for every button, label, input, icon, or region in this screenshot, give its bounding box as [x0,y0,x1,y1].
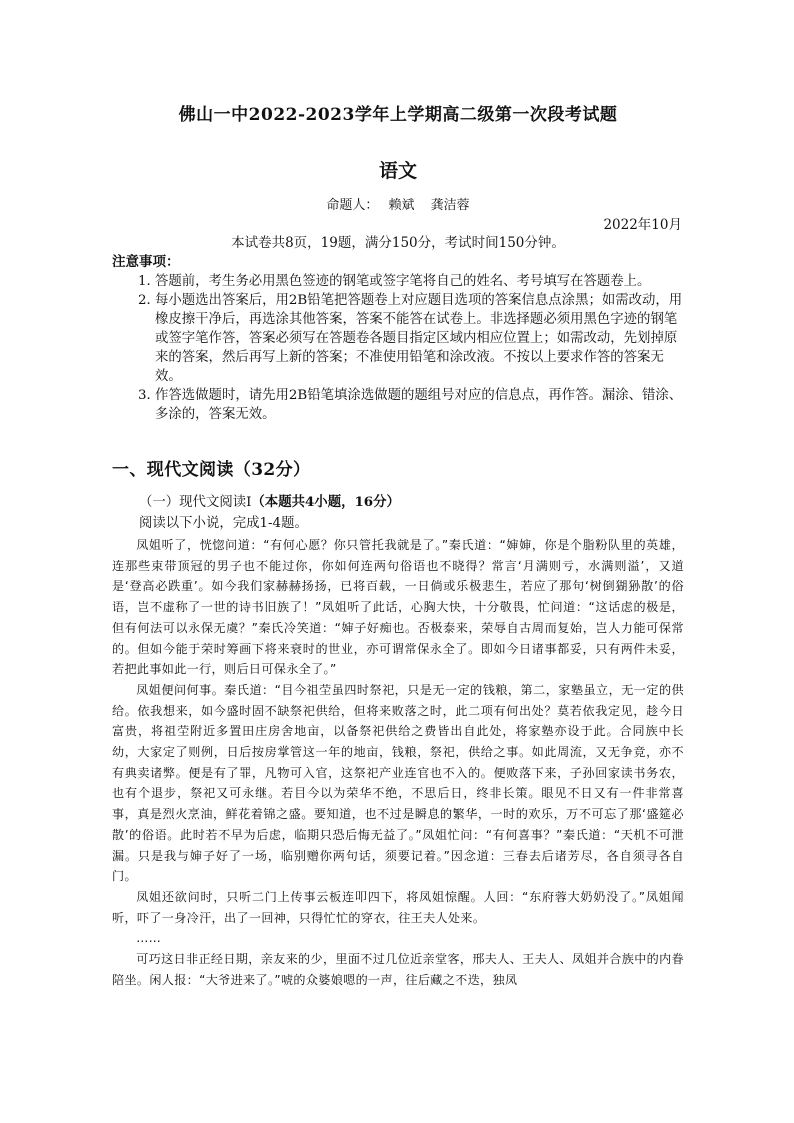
notice-item [138,272,684,291]
notice-item [138,386,684,424]
authors-line [112,197,684,215]
notice-label: 注意事项： [112,254,180,270]
subsection-title [139,492,684,513]
story-text [112,535,684,990]
author-label: 命题人： [326,198,379,213]
story-paragraph: 可巧这日非正经日期，亲友来的少，里面不过几位近亲堂客，邢夫人、王夫人、凤姐并合族中的内眷陪坐。闲人报：“大爷进来了。”唬的众婆娘嗯的一声，往后藏之不迭，独凤 [112,952,684,987]
story-paragraph: 凤姐听了，恍惚问道：“有何心愿？你只管托我就是了。”秦氏道：“婶婶，你是个脂粉队里的英雄，连那些束带顶冠的男子也不能过你，你如何连两句俗语也不晓得？常言‘月满则亏，水满则溢’，又道是‘登高必跌重’。如今我们家赫赫扬扬，已将百载，一日倘或乐极悲生，若应了那句‘树倒猢狲散’的俗语，岂不虚称了一世的诗书旧族了！”凤姐听了此话，心胸大快，十分敬畏，忙问道：“这话虑的极是，但有何法可以永保无虞？”秦氏冷笑道：“婶子好痴也。否极泰来，荣辱自古周而复始，岂人力能可保常的。但如今能于荣时筹画下将来衰时的世业，亦可谓常保永全了。即如今日诸事都妥，只有两件未妥，若把此事如此一行，则后日可保永全了。” [112,538,684,677]
author-1: 赖斌 [388,198,415,213]
story-paragraph: 凤姐便问何事。秦氏道：“目今祖茔虽四时祭祀，只是无一定的钱粮，第二，家塾虽立，无一定的供给。依我想来，如今盛时固不缺祭祀供给，但将来败落之时，此二项有何出处？莫若依我定见，趁今日富贵，将祖茔附近多置田庄房舍地亩，以备祭祀供给之费皆出自此处，将家塾亦设于此。合同族中长幼，大家定了则例，日后按房掌管这一年的地亩，钱粮，祭祀，供给之事。如此周流，又无争竞，亦不有典卖诸弊。便是有了罪，凡物可入官，这祭祀产业连官也不入的。便败落下来，子孙回家读书务农，也有个退步，祭祀又可永继。若目今以为荣华不绝，不思后日，终非长策。眼见不日又有一件非常喜事，真是烈火烹油，鲜花着锦之盛。要知道，也不过是瞬息的繁华，一时的欢乐，万不可忘了那‘盛筵必散’的俗语。此时若不早为后虑，临期只恐后悔无益了。”凤姐忙问：“有何喜事？”秦氏道：“天机不可泄漏。只是我与婶子好了一场，临别赠你两句话，须要记着。”因念道：三春去后诸芳尽，各自须寻各自门。 [112,682,684,884]
notice-item-text: 每小题选出答案后，用2B铅笔把答题卷上对应题目选项的答案信息点涂黑；如需改动，用橡皮擦干净后，再选涂其他答案，答案不能答在试卷上。非选择题必须用黑色字迹的钢笔或签字笔作答，答案必须写在答题卷各题目指定区域内相应位置上；如需改动，先划掉原来的答案，然后再写上新的答案；不准使用铅笔和涂改液。不按以上要求作答的答案无效。 [155,293,683,384]
subsection-prefix: （一）现代文阅读Ⅰ [139,495,252,510]
reading-instruction: 阅读以下小说，完成1-4题。 [139,516,308,531]
notice-item-text: 作答选做题时，请先用2B铅笔填涂选做题的题组号对应的信息点，再作答。漏涂、错涂、多涂的，答案无效。 [155,388,683,422]
story-paragraph: 凤姐还欲问时，只听二门上传事云板连叩四下，将凤姐惊醒。人回：“东府蓉大奶奶没了。”凤姐闻听，吓了一身冷汗，出了一回神，只得忙忙的穿衣，往王夫人处来。 [112,889,684,925]
notice-item [138,291,684,386]
notice-item-text: 答题前，考生务必用黑色签迹的钢笔或签字笔将自己的姓名、考号填写在答题卷上。 [155,274,651,289]
author-2: 龚洁蓉 [430,198,470,213]
exam-info: 本试卷共8页，19题，满分150分，考试时间150分钟。 [231,235,565,251]
story-ellipsis: …… [136,931,162,946]
notice-item-number: 1． [138,274,160,289]
notice-list [112,272,684,424]
section-title: 一、现代文阅读（32分） [112,460,311,480]
notice-item-number: 2． [138,293,160,308]
subject-title: 语文 [378,160,417,182]
notice-item-number: 3． [138,388,160,403]
subsection-suffix: （本题共4小题，16分） [251,494,400,510]
exam-date: 2022年10月 [603,217,682,233]
exam-title: 佛山一中2022-2023学年上学期高二级第一次段考试题 [178,105,618,125]
